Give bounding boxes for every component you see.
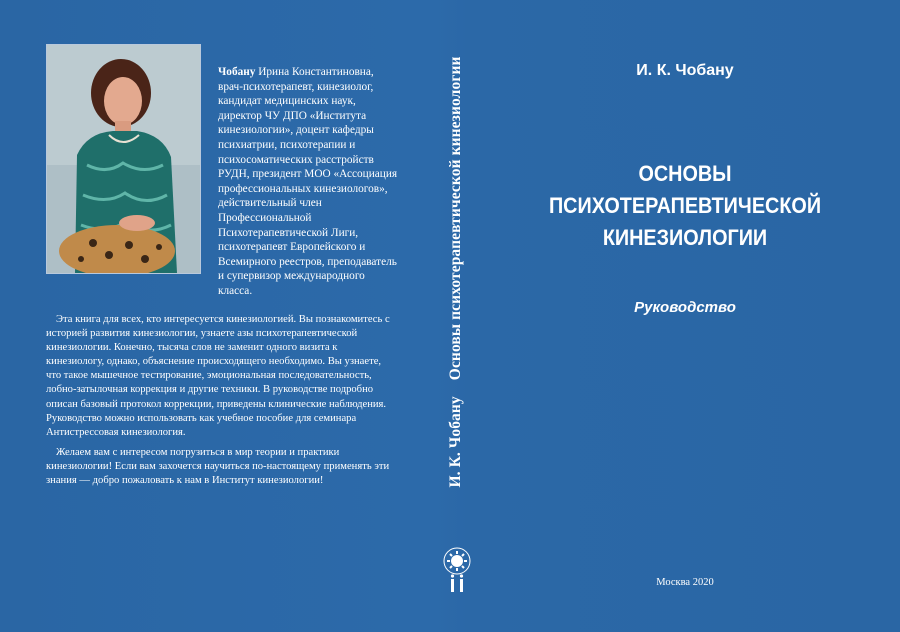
- author-bio: [218, 65, 398, 299]
- author-bio-text: Ирина Константиновна, врач-психотерапевт, кинезиолог, кандидат медицинских наук, директор ЧУ ДПО «Института кинезиологии», доцент кафедры психиатрии, психотерапии и психосоматических расстройств РУДН, президент МОО «Ассоциация профессиональных кинезиологов», действительный член Профессиональной Психотерапевтической Лиги, психотерапевт Европейского и Всемирного реестров, преподаватель и супервизор международного класса.: [218, 66, 398, 297]
- blurb-paragraph-1: Эта книга для всех, кто интересуется кинезиологией. Вы познакомитесь с историей развития кинезиологии, узнаете азы психотерапевтической кинезиологии. Конечно, тысяча слов не заменит одного визита к кинезиологу, однако, объяснение происходящего необходимо. Вы узнаете, что такое мышечное тестирование, эмоциональная последовательность, лобно-затылочная коррекция и другие техники. В руководстве подробно описан базовый протокол коррекции, приведены клинические наблюдения. Руководство можно использовать как учебное пособие для семинара Антистрессовая кинезиология.: [46, 314, 390, 438]
- spine-title: Основы психотерапевтической кинезиологии: [447, 56, 464, 381]
- author-bio-name: Чобану: [218, 66, 256, 78]
- spine-author: И. К. Чобану: [447, 396, 464, 488]
- title-line-1: ОСНОВЫ: [638, 161, 732, 186]
- blurb-paragraph-2: Желаем вам с интересом погрузиться в мир теории и практики кинезиологии! Если вам захочется научиться по-настоящему применять эти знания — добро пожаловать к нам в Институт кинезиологии!: [46, 446, 390, 487]
- book-blurb: [46, 313, 396, 494]
- title-line-3: КИНЕЗИОЛОГИИ: [602, 225, 768, 250]
- title-line-2: ПСИХОТЕРАПЕВТИЧЕСКОЙ: [548, 193, 822, 218]
- author-photo: [46, 44, 201, 274]
- publisher-logo-icon: [439, 545, 475, 595]
- spine-text: [447, 56, 465, 487]
- book-subtitle: Руководство: [634, 299, 736, 316]
- front-author: И. К. Чобану: [636, 62, 734, 79]
- book-title: [537, 158, 834, 254]
- imprint: Москва 2020: [656, 577, 714, 588]
